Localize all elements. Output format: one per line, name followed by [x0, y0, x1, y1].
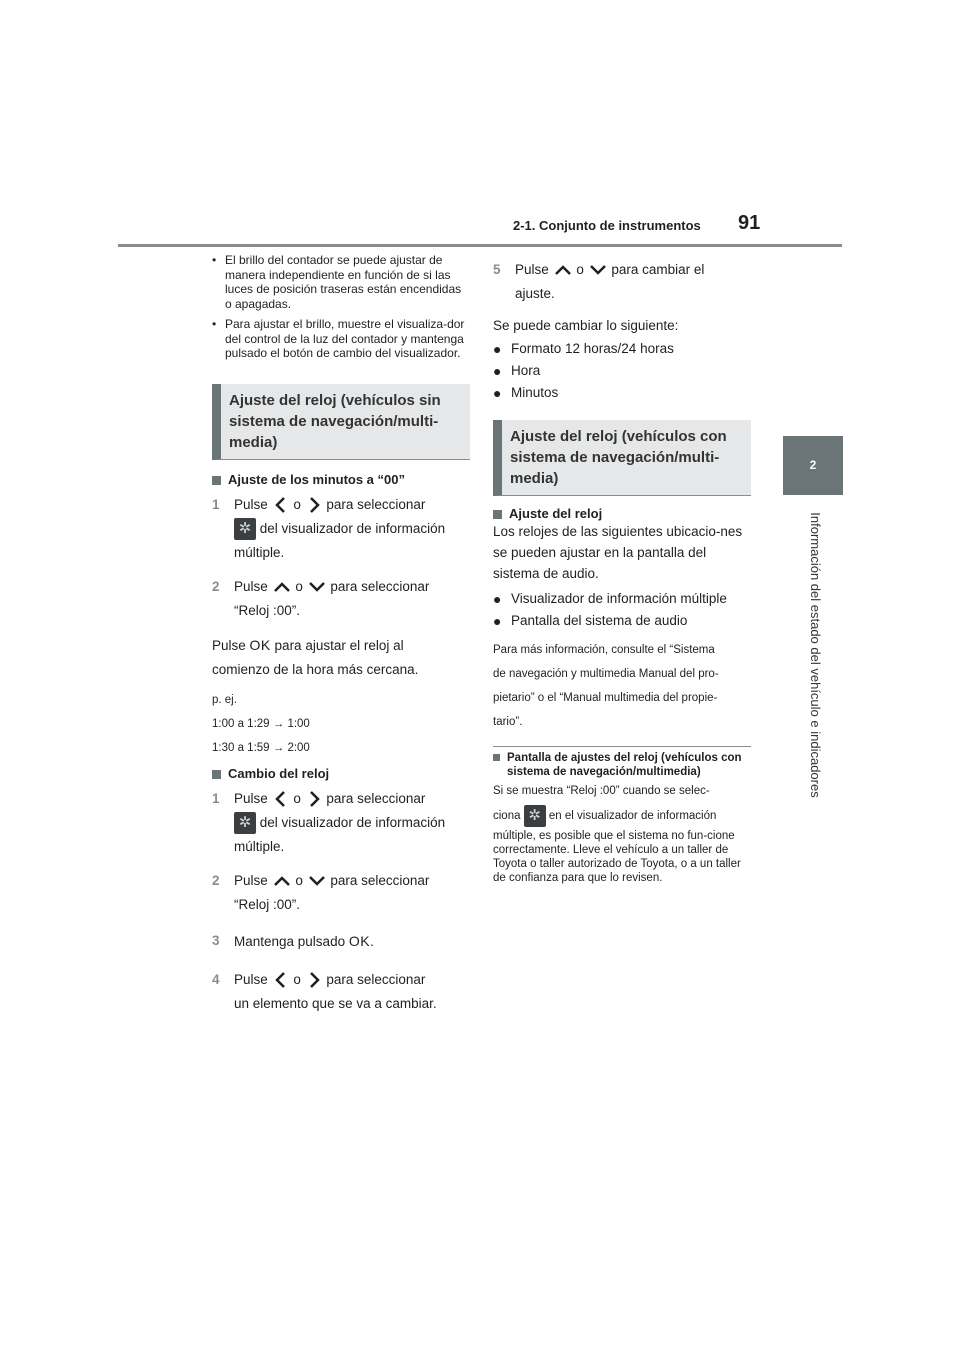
- chevron-down-icon: [307, 873, 327, 889]
- subheading: [212, 472, 470, 487]
- step-text: un elemento que se va a cambiar.: [234, 995, 437, 1011]
- list-item: ● Visualizador de información múltiple: [493, 591, 727, 607]
- example-line: 1:30 a 1:59 → 2:00: [212, 741, 310, 754]
- square-bullet-icon: [493, 754, 500, 761]
- body-paragraph: Los relojes de las siguientes ubicacio-nes se pueden ajustar en la pantalla del sistema de audio.: [493, 524, 743, 581]
- step-text: para seleccionar: [330, 578, 430, 594]
- list-item-text: Hora: [511, 363, 541, 378]
- step-text: para cambiar el: [611, 262, 705, 277]
- chevron-left-icon: [272, 494, 290, 516]
- step-text: Pulse: [234, 872, 268, 888]
- chevron-left-icon: [272, 788, 290, 810]
- step-text: Pulse: [234, 496, 268, 512]
- chevron-up-icon: [272, 579, 292, 595]
- step-text: .: [370, 933, 374, 949]
- step-text: del visualizador de información: [259, 520, 446, 536]
- chevron-down-icon: [307, 579, 327, 595]
- note-bullet-text: Para ajustar el brillo, muestre el visualiza-dor del control de la luz del contador y mantenga pulsado el botón de cambio del visualizador.: [225, 317, 465, 360]
- step: [212, 575, 470, 623]
- step-text: ajuste.: [515, 286, 555, 301]
- step-number: 1: [212, 790, 220, 806]
- reference-line: de navegación y multimedia Manual del pro-: [493, 668, 719, 680]
- step: [212, 493, 470, 565]
- note-heading-text: Pantalla de ajustes del reloj (vehículos con sistema de navegación/multimedia): [507, 752, 742, 778]
- ok-button-icon: OK: [249, 636, 271, 653]
- subheading: [212, 766, 470, 781]
- chevron-down-icon: [588, 262, 608, 278]
- list-item: ● Minutos: [493, 385, 559, 401]
- step-text: múltiple.: [234, 544, 285, 560]
- step: [212, 787, 470, 859]
- step: [212, 869, 470, 917]
- right-column: [493, 258, 751, 885]
- step-text: o: [293, 790, 301, 806]
- list-item-text: Pantalla del sistema de audio: [511, 613, 688, 628]
- step-text: o: [295, 578, 303, 594]
- note-text: [493, 803, 751, 829]
- note-text: Si se muestra “Reloj :00” cuando se selec-: [493, 785, 710, 797]
- header-rule: [118, 244, 842, 247]
- step-number: 3: [212, 932, 220, 948]
- body-text: Pulse: [212, 637, 246, 653]
- square-bullet-icon: [493, 510, 502, 519]
- example-line: 1:00 a 1:29 → 1:00: [212, 717, 310, 730]
- list-item: ● Pantalla del sistema de audio: [493, 613, 688, 629]
- list-item: ● Formato 12 horas/24 horas: [493, 341, 674, 357]
- chevron-right-icon: [305, 788, 323, 810]
- section-header: 2-1. Conjunto de instrumentos: [513, 218, 701, 233]
- step-number: 2: [212, 578, 220, 594]
- list-item-text: Minutos: [511, 385, 559, 400]
- step-text: Pulse: [515, 262, 549, 277]
- step-text: o: [293, 971, 301, 987]
- step-text: Pulse: [234, 971, 268, 987]
- note-bullet-text: El brillo del contador se puede ajustar de manera independiente en función de si las luces de posición traseras están encendidas o apagadas.: [225, 253, 462, 311]
- step-text: o: [293, 496, 301, 512]
- note-text-part: en el visualizador de información: [548, 810, 717, 822]
- step-text: “Reloj :00”.: [234, 896, 301, 912]
- step-text: para seleccionar: [326, 496, 426, 512]
- step-text: Pulse: [234, 790, 268, 806]
- example-label: p. ej.: [212, 693, 237, 706]
- step: [212, 968, 470, 1016]
- step-number: 1: [212, 496, 220, 512]
- note-bullet: • El brillo del contador se puede ajustar de manera independiente en función de si las luces de posición traseras están encendidas o apagadas.: [212, 253, 462, 311]
- chapter-side-label: [803, 500, 823, 810]
- list-item-text: Visualizador de información múltiple: [511, 591, 727, 606]
- gear-icon: ✲: [524, 805, 546, 827]
- chapter-side-label-text: Información del estado del vehículo e indicadores: [808, 512, 823, 798]
- reference-line: tario”.: [493, 716, 523, 728]
- step-text: para seleccionar: [326, 971, 426, 987]
- step-text: o: [295, 872, 303, 888]
- chevron-up-icon: [553, 262, 573, 278]
- step-text: múltiple.: [234, 838, 285, 854]
- body-text: para ajustar el reloj al: [274, 637, 404, 653]
- note-text: múltiple, es posible que el sistema no fun-cione correctamente. Lleve el vehículo a un taller de Toyota o taller autorizado de Toyota, o a un taller de confianza para que lo revisen.: [493, 830, 741, 884]
- reference-line: pietario” o el “Manual multimedia del propie-: [493, 692, 718, 704]
- square-bullet-icon: [212, 770, 221, 779]
- body-paragraph: Se puede cambiar lo siguiente:: [493, 318, 679, 333]
- square-bullet-icon: [212, 476, 221, 485]
- ok-button-icon: OK: [348, 932, 371, 949]
- step-number: 4: [212, 971, 220, 987]
- body-paragraph: [212, 633, 470, 682]
- note-text-part: ciona: [493, 810, 521, 822]
- step-text: para seleccionar: [326, 790, 426, 806]
- subheading-text: Ajuste de los minutos a “00”: [228, 471, 405, 487]
- step-text: Mantenga pulsado: [234, 933, 346, 949]
- step: [493, 258, 751, 306]
- list-item: ● Hora: [493, 363, 541, 379]
- subheading-text: Ajuste del reloj: [509, 506, 603, 521]
- step-number: 2: [212, 872, 220, 888]
- step-text: “Reloj :00”.: [234, 602, 301, 618]
- section-heading: Ajuste del reloj (vehículos sin sistema de navegación/multi-media): [212, 384, 470, 460]
- chevron-left-icon: [272, 969, 290, 991]
- gear-icon: ✲: [234, 518, 256, 540]
- chevron-right-icon: [305, 494, 323, 516]
- step-text: o: [576, 262, 584, 277]
- body-text: comienzo de la hora más cercana.: [212, 661, 419, 677]
- chevron-right-icon: [305, 969, 323, 991]
- step: [212, 929, 470, 954]
- step-text: del visualizador de información: [259, 814, 446, 830]
- reference-line: Para más información, consulte el “Sistema: [493, 644, 715, 656]
- page-number: 91: [738, 212, 761, 234]
- note-bullet: • Para ajustar el brillo, muestre el visualiza-dor del control de la luz del contador y mantenga pulsado el botón de cambio del visualizador.: [212, 317, 465, 360]
- step-text: para seleccionar: [330, 872, 430, 888]
- chapter-tab: 2: [783, 436, 843, 495]
- left-column: [212, 253, 470, 1016]
- subheading: [493, 506, 751, 521]
- note-heading: [493, 751, 751, 779]
- section-heading: Ajuste del reloj (vehículos con sistema de navegación/multi-media): [493, 420, 751, 496]
- step-number: 5: [493, 262, 501, 277]
- subheading-text: Cambio del reloj: [228, 765, 330, 781]
- step-text: Pulse: [234, 578, 268, 594]
- chevron-up-icon: [272, 873, 292, 889]
- list-item-text: Formato 12 horas/24 horas: [511, 341, 674, 356]
- gear-icon: ✲: [234, 812, 256, 834]
